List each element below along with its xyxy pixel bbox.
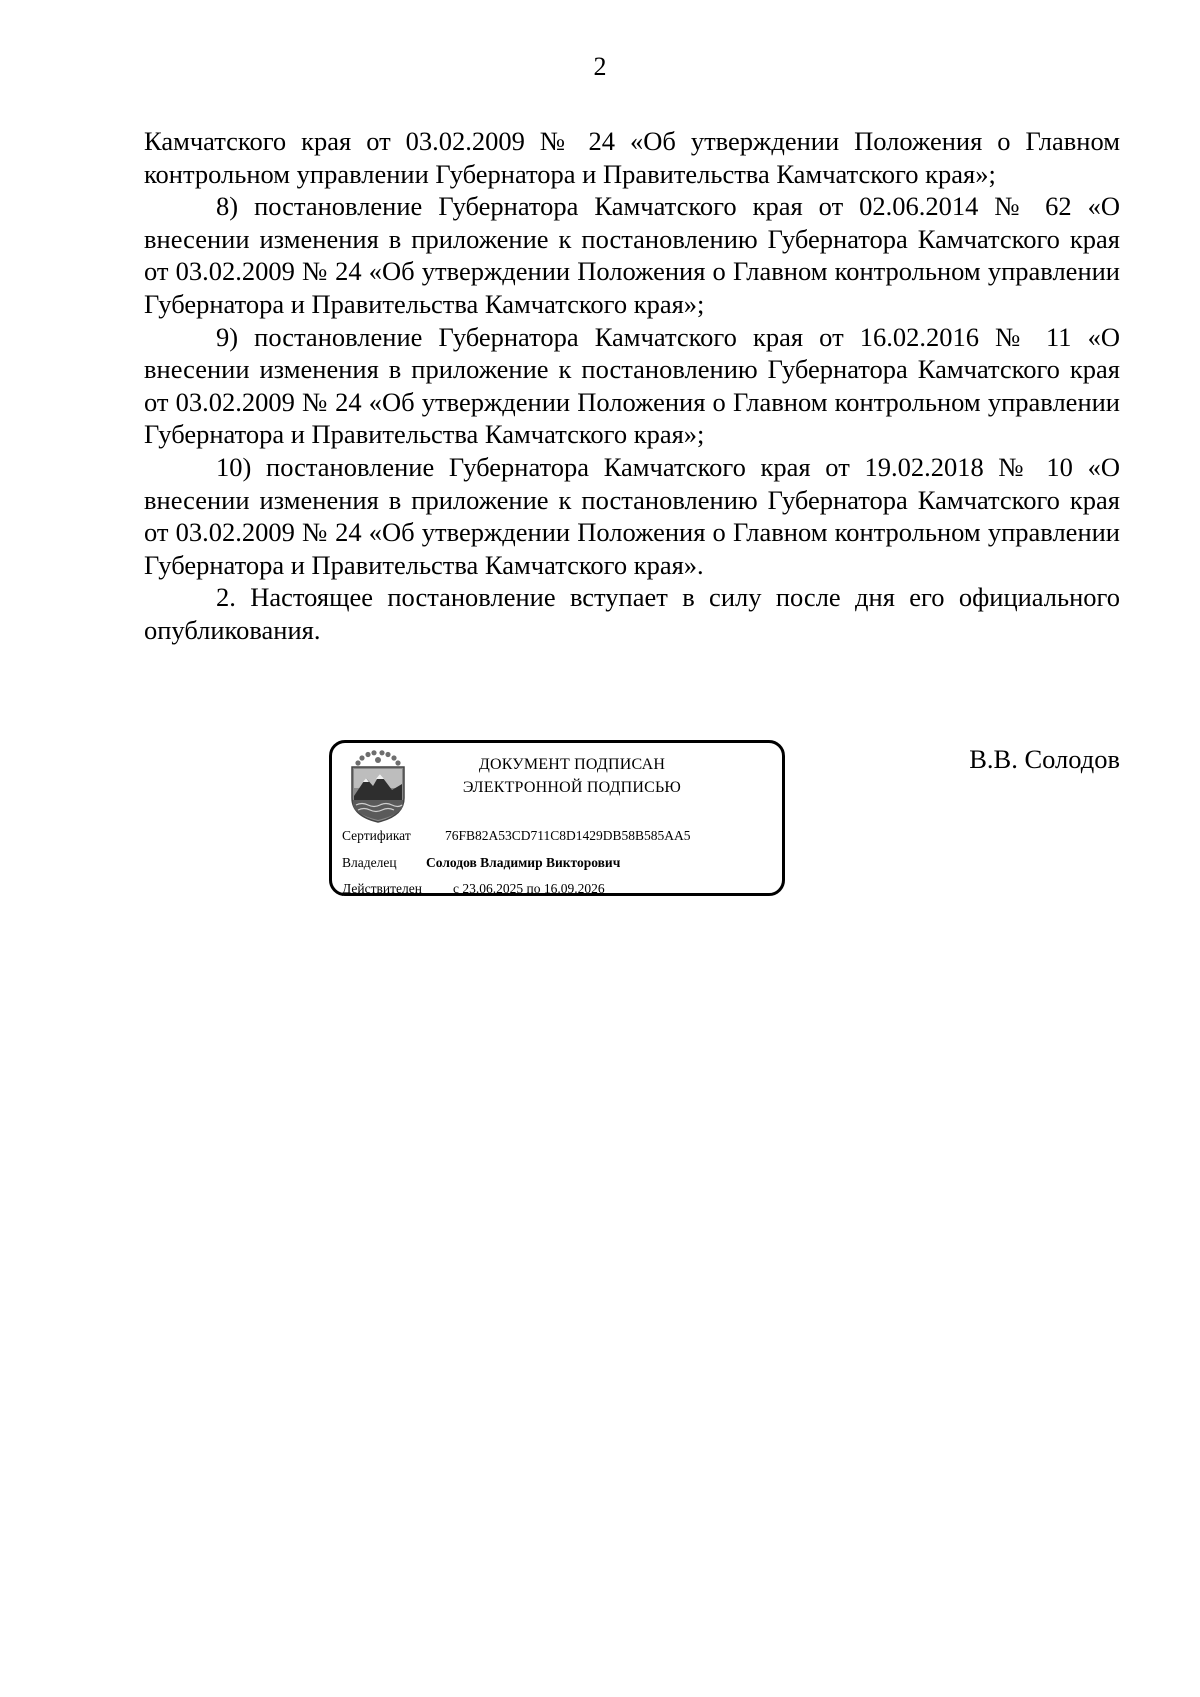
page-number: 2 (593, 52, 607, 81)
stamp-heading (422, 753, 722, 799)
stamp-heading-line-1: ДОКУМЕНТ ПОДПИСАН (478, 756, 666, 773)
owner-label: Владелец (342, 855, 397, 870)
paragraph-item-10: 10) постановление Губернатора Камчатского края от 19.02.2018 № 10 «О внесении изменения в приложение к постановлению Губернатора Камчатского края от 03.02.2009 № 24 «Об утверждении Положения о Главном контрольном управлении Губернатора и Правительства Камчатского края». (144, 451, 1120, 580)
owner-row (342, 854, 620, 872)
validity-value: с 23.06.2025 по 16.09.2026 (453, 881, 605, 896)
validity-label: Действителен (342, 881, 422, 896)
paragraph-item-8: 8) постановление Губернатора Камчатского края от 02.06.2014 № 62 «О внесении изменения в приложение к постановлению Губернатора Камчатского края от 03.02.2009 № 24 «Об утверждении Положения о Главном контрольном управлении Губернатора и Правительства Камчатского края»; (144, 191, 1120, 319)
paragraph-item-9: 9) постановление Губернатора Камчатского края от 16.02.2016 № 11 «О внесении изменения в приложение к постановлению Губернатора Камчатского края от 03.02.2009 № 24 «Об утверждении Положения о Главном контрольном управлении Губернатора и Правительства Камчатского края»; (144, 321, 1120, 450)
paragraph-continuation: Камчатского края от 03.02.2009 № 24 «Об утверждении Положения о Главном контрольном управлении Губернатора и Правительства Камчатского края»; (144, 126, 1120, 189)
document-body (144, 125, 1120, 647)
electronic-signature-stamp (329, 740, 785, 896)
certificate-row (342, 827, 691, 845)
stamp-heading-line-2: ЭЛЕКТРОННОЙ ПОДПИСЬЮ (462, 779, 682, 796)
paragraph-clause-2: 2. Настоящее постановление вступает в силу после дня его официального опубликования. (144, 582, 1120, 645)
owner-value: Солодов Владимир Викторович (426, 855, 621, 870)
validity-row (342, 880, 605, 898)
signer-name: В.В. Солодов (969, 744, 1120, 774)
certificate-value: 76FB82A53CD711C8D1429DB58B585AA5 (445, 828, 691, 843)
coat-of-arms-icon (346, 750, 410, 824)
certificate-label: Сертификат (342, 828, 411, 843)
